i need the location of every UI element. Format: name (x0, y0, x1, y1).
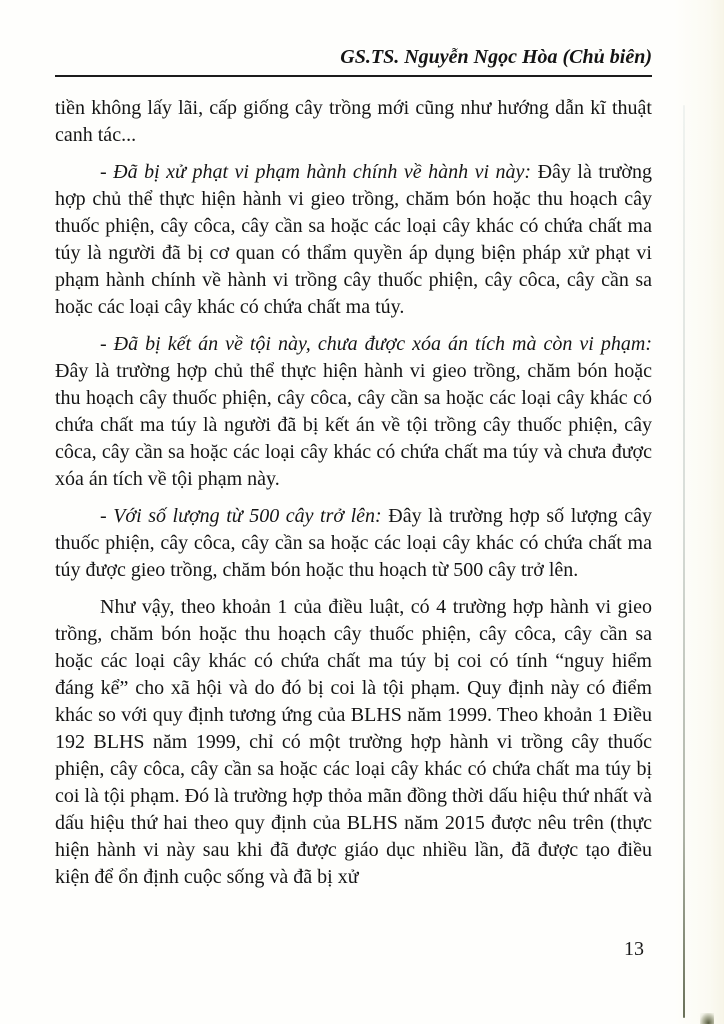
page-body (55, 95, 652, 901)
header-rule (55, 75, 652, 77)
paragraph-text: Đây là trường hợp số lượng cây thuốc phiện, cây côca, cây cần sa hoặc các loại cây khác có chứa chất ma túy được gieo trồng, chăm bón hoặc thu hoạch từ 500 cây trở lên. (55, 505, 652, 581)
paragraph-text: tiền không lấy lãi, cấp giống cây trồng mới cũng như hướng dẫn kĩ thuật canh tác... (55, 97, 652, 146)
paragraph (55, 503, 652, 584)
paragraph (55, 95, 652, 149)
scan-page-edge-artifact (683, 105, 685, 1018)
page-number: 13 (624, 938, 644, 960)
paragraph-lead-italic: - Với số lượng từ 500 cây trở lên: (100, 505, 389, 527)
running-head-author: GS.TS. Nguyễn Ngọc Hòa (Chủ biên) (340, 46, 652, 68)
paragraph (55, 594, 652, 891)
paragraph-text: Đây là trường hợp chủ thể thực hiện hành vi gieo trồng, chăm bón hoặc thu hoạch cây thuốc phiện, cây côca, cây cần sa hoặc các loại cây khác có chứa chất ma túy là người đã bị cơ quan có thẩm quyền áp dụng biện pháp xử phạt vi phạm hành chính về hành vi trồng cây thuốc phiện, cây côca, cây cần sa hoặc các loại cây khác có chứa chất ma túy. (55, 161, 652, 318)
paragraph-text: Như vậy, theo khoản 1 của điều luật, có 4 trường hợp hành vi gieo trồng, chăm bón hoặc thu hoạch cây thuốc phiện, cây côca, cây cần sa hoặc các loại cây khác có chứa chất ma túy bị coi có tính “nguy hiểm đáng kể” cho xã hội và do đó bị coi là tội phạm. Quy định này có điểm khác so với quy định tương ứng của BLHS năm 1999. Theo khoản 1 Điều 192 BLHS năm 1999, chỉ có một trường hợp hành vi trồng cây thuốc phiện, cây côca, cây cần sa hoặc các loại cây khác có chứa chất ma túy bị coi là tội phạm. Đó là trường hợp thỏa mãn đồng thời dấu hiệu thứ nhất và dấu hiệu thứ hai theo quy định của BLHS năm 2015 được nêu trên (thực hiện hành vi này sau khi đã được giáo dục nhiều lần, đã được tạo điều kiện để ổn định cuộc sống và đã bị xử (55, 596, 652, 888)
paragraph-text: Đây là trường hợp chủ thể thực hiện hành vi gieo trồng, chăm bón hoặc thu hoạch cây thuốc phiện, cây côca, cây cần sa hoặc các loại cây khác có chứa chất ma túy là người đã bị kết án về tội trồng cây thuốc phiện, cây côca, cây cần sa hoặc các loại cây khác có chứa chất ma túy và chưa được xóa án tích về tội phạm này. (55, 360, 652, 490)
paragraph (55, 331, 652, 493)
scan-corner-smudge-artifact (700, 1013, 714, 1024)
paragraph-lead-italic: - Đã bị xử phạt vi phạm hành chính về hành vi này: (100, 161, 538, 183)
paragraph-lead-italic: - Đã bị kết án về tội này, chưa được xóa án tích mà còn vi phạm: (100, 333, 652, 355)
paragraph (55, 159, 652, 321)
